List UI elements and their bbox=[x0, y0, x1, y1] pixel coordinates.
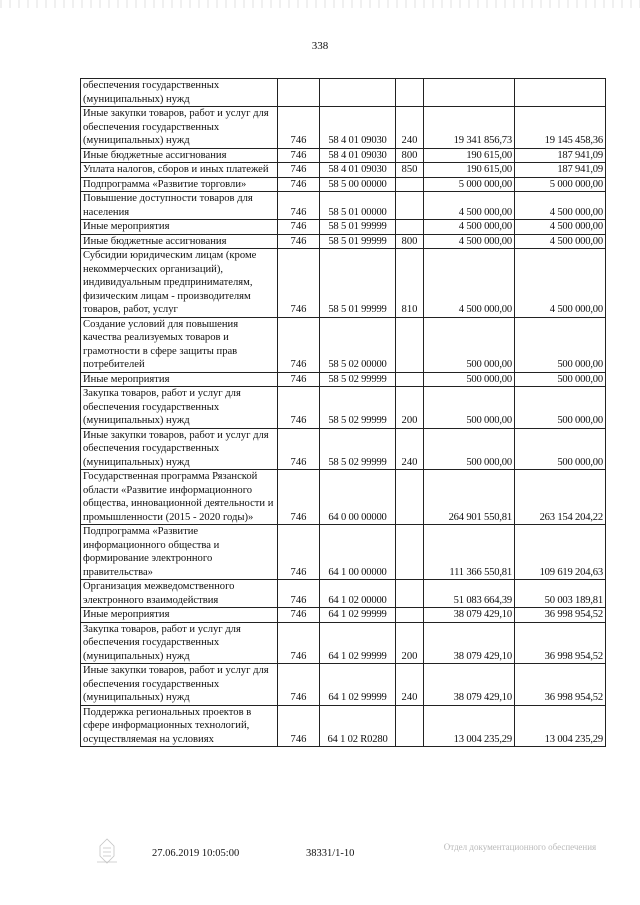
amount-2020: 36 998 954,52 bbox=[515, 664, 606, 706]
target-article-code: 58 4 01 09030 bbox=[320, 148, 396, 163]
amount-2019: 190 615,00 bbox=[424, 163, 515, 178]
amount-2019: 264 901 550,81 bbox=[424, 470, 515, 525]
ministry-code: 746 bbox=[278, 220, 320, 235]
amount-2020: 263 154 204,22 bbox=[515, 470, 606, 525]
ministry-code: 746 bbox=[278, 234, 320, 249]
amount-2020: 19 145 458,36 bbox=[515, 107, 606, 149]
ministry-code: 746 bbox=[278, 317, 320, 372]
row-name: Иные мероприятия bbox=[81, 220, 278, 235]
ministry-code: 746 bbox=[278, 580, 320, 608]
amount-2020: 4 500 000,00 bbox=[515, 192, 606, 220]
row-name: Создание условий для повышения качества реализуемых товаров и грамотности в сфере защиты прав потребителей bbox=[81, 317, 278, 372]
ministry-code: 746 bbox=[278, 622, 320, 664]
amount-2020: 500 000,00 bbox=[515, 317, 606, 372]
table-row bbox=[81, 177, 606, 192]
ministry-code: 746 bbox=[278, 249, 320, 318]
ministry-code: 746 bbox=[278, 148, 320, 163]
ministry-code: 746 bbox=[278, 664, 320, 706]
row-name: Поддержка региональных проектов в сфере информационных технологий, осуществляемая на условиях bbox=[81, 705, 278, 747]
footer-document-number: 38331/1-10 bbox=[306, 848, 355, 859]
target-article-code: 64 0 00 00000 bbox=[320, 470, 396, 525]
expense-type-code bbox=[396, 580, 424, 608]
amount-2020: 500 000,00 bbox=[515, 428, 606, 470]
target-article-code: 58 5 01 99999 bbox=[320, 220, 396, 235]
expense-type-code bbox=[396, 177, 424, 192]
expense-type-code: 240 bbox=[396, 107, 424, 149]
expense-type-code bbox=[396, 192, 424, 220]
amount-2020: 13 004 235,29 bbox=[515, 705, 606, 747]
expense-type-code bbox=[396, 705, 424, 747]
target-article-code: 64 1 02 99999 bbox=[320, 664, 396, 706]
target-article-code: 58 5 02 00000 bbox=[320, 317, 396, 372]
table-row bbox=[81, 664, 606, 706]
row-name: Подпрограмма «Развитие информационного общества и формирование электронного правительства» bbox=[81, 525, 278, 580]
table-row bbox=[81, 249, 606, 318]
ministry-code: 746 bbox=[278, 107, 320, 149]
amount-2019: 500 000,00 bbox=[424, 372, 515, 387]
amount-2019: 38 079 429,10 bbox=[424, 622, 515, 664]
target-article-code: 64 1 02 00000 bbox=[320, 580, 396, 608]
table-row bbox=[81, 608, 606, 623]
expense-type-code bbox=[396, 372, 424, 387]
amount-2019: 38 079 429,10 bbox=[424, 608, 515, 623]
row-name: Закупка товаров, работ и услуг для обеспечения государственных (муниципальных) нужд bbox=[81, 387, 278, 429]
amount-2019: 500 000,00 bbox=[424, 387, 515, 429]
ministry-code bbox=[278, 79, 320, 107]
row-name: Иные бюджетные ассигнования bbox=[81, 148, 278, 163]
expense-type-code bbox=[396, 608, 424, 623]
target-article-code: 58 5 02 99999 bbox=[320, 372, 396, 387]
amount-2020: 36 998 954,52 bbox=[515, 622, 606, 664]
expense-type-code bbox=[396, 470, 424, 525]
amount-2019: 4 500 000,00 bbox=[424, 234, 515, 249]
ministry-code: 746 bbox=[278, 705, 320, 747]
expense-type-code bbox=[396, 525, 424, 580]
amount-2020: 5 000 000,00 bbox=[515, 177, 606, 192]
amount-2019: 500 000,00 bbox=[424, 428, 515, 470]
footer-date: 27.06.2019 10:05:00 bbox=[152, 848, 240, 859]
amount-2019: 4 500 000,00 bbox=[424, 220, 515, 235]
amount-2020: 500 000,00 bbox=[515, 387, 606, 429]
amount-2020: 36 998 954,52 bbox=[515, 608, 606, 623]
target-article-code: 64 1 00 00000 bbox=[320, 525, 396, 580]
row-name: Государственная программа Рязанской области «Развитие информационного общества, инновационной деятельности и промышленности (2015 - 2020 годы)» bbox=[81, 470, 278, 525]
target-article-code: 58 5 01 99999 bbox=[320, 249, 396, 318]
row-name: Иные закупки товаров, работ и услуг для обеспечения государственных (муниципальных) нужд bbox=[81, 107, 278, 149]
expense-type-code: 800 bbox=[396, 234, 424, 249]
amount-2019: 13 004 235,29 bbox=[424, 705, 515, 747]
amount-2019: 4 500 000,00 bbox=[424, 192, 515, 220]
table-row bbox=[81, 192, 606, 220]
expense-type-code: 810 bbox=[396, 249, 424, 318]
target-article-code: 64 1 02 R0280 bbox=[320, 705, 396, 747]
amount-2020: 4 500 000,00 bbox=[515, 249, 606, 318]
expense-type-code: 240 bbox=[396, 664, 424, 706]
amount-2019: 19 341 856,73 bbox=[424, 107, 515, 149]
table-row bbox=[81, 372, 606, 387]
expense-type-code bbox=[396, 220, 424, 235]
expense-type-code: 850 bbox=[396, 163, 424, 178]
expense-type-code bbox=[396, 79, 424, 107]
ministry-code: 746 bbox=[278, 525, 320, 580]
department-stamp: Отдел документационного обеспечения bbox=[443, 842, 597, 852]
ministry-code: 746 bbox=[278, 428, 320, 470]
ministry-code: 746 bbox=[278, 163, 320, 178]
table-row bbox=[81, 148, 606, 163]
table-row bbox=[81, 470, 606, 525]
table-row bbox=[81, 525, 606, 580]
target-article-code: 58 5 02 99999 bbox=[320, 387, 396, 429]
table-row bbox=[81, 107, 606, 149]
row-name: Организация межведомственного электронного взаимодействия bbox=[81, 580, 278, 608]
budget-table-body bbox=[81, 79, 606, 747]
target-article-code: 58 5 00 00000 bbox=[320, 177, 396, 192]
amount-2020: 4 500 000,00 bbox=[515, 234, 606, 249]
table-row bbox=[81, 580, 606, 608]
ministry-code: 746 bbox=[278, 470, 320, 525]
row-name: обеспечения государственных (муниципальных) нужд bbox=[81, 79, 278, 107]
row-name: Иные мероприятия bbox=[81, 608, 278, 623]
row-name: Повышение доступности товаров для населения bbox=[81, 192, 278, 220]
table-row bbox=[81, 220, 606, 235]
amount-2020: 109 619 204,63 bbox=[515, 525, 606, 580]
ministry-code: 746 bbox=[278, 387, 320, 429]
table-row bbox=[81, 387, 606, 429]
amount-2019: 38 079 429,10 bbox=[424, 664, 515, 706]
ministry-code: 746 bbox=[278, 372, 320, 387]
row-name: Иные бюджетные ассигнования bbox=[81, 234, 278, 249]
table-row bbox=[81, 428, 606, 470]
amount-2020: 187 941,09 bbox=[515, 148, 606, 163]
target-article-code: 58 4 01 09030 bbox=[320, 107, 396, 149]
ministry-code: 746 bbox=[278, 608, 320, 623]
row-name: Субсидии юридическим лицам (кроме некоммерческих организаций), индивидуальным предпринимателям, физическим лицам - производителям товаров, работ, услуг bbox=[81, 249, 278, 318]
row-name: Уплата налогов, сборов и иных платежей bbox=[81, 163, 278, 178]
amount-2019: 111 366 550,81 bbox=[424, 525, 515, 580]
amount-2020 bbox=[515, 79, 606, 107]
expense-type-code: 200 bbox=[396, 622, 424, 664]
table-row bbox=[81, 163, 606, 178]
target-article-code: 58 5 02 99999 bbox=[320, 428, 396, 470]
target-article-code: 58 5 01 99999 bbox=[320, 234, 396, 249]
row-name: Иные закупки товаров, работ и услуг для обеспечения государственных (муниципальных) нужд bbox=[81, 664, 278, 706]
amount-2020: 187 941,09 bbox=[515, 163, 606, 178]
amount-2019: 5 000 000,00 bbox=[424, 177, 515, 192]
row-name: Закупка товаров, работ и услуг для обеспечения государственных (муниципальных) нужд bbox=[81, 622, 278, 664]
amount-2019 bbox=[424, 79, 515, 107]
target-article-code: 64 1 02 99999 bbox=[320, 608, 396, 623]
amount-2019: 4 500 000,00 bbox=[424, 249, 515, 318]
budget-table bbox=[80, 78, 606, 747]
expense-type-code: 240 bbox=[396, 428, 424, 470]
table-row bbox=[81, 622, 606, 664]
table-row bbox=[81, 234, 606, 249]
amount-2020: 50 003 189,81 bbox=[515, 580, 606, 608]
amount-2019: 51 083 664,39 bbox=[424, 580, 515, 608]
page-number: 338 bbox=[311, 40, 329, 52]
scan-edge-noise bbox=[0, 0, 640, 8]
target-article-code: 58 4 01 09030 bbox=[320, 163, 396, 178]
row-name: Подпрограмма «Развитие торговли» bbox=[81, 177, 278, 192]
target-article-code: 64 1 02 99999 bbox=[320, 622, 396, 664]
target-article-code: 58 5 01 00000 bbox=[320, 192, 396, 220]
expense-type-code: 800 bbox=[396, 148, 424, 163]
target-article-code bbox=[320, 79, 396, 107]
table-row bbox=[81, 79, 606, 107]
row-name: Иные мероприятия bbox=[81, 372, 278, 387]
row-name: Иные закупки товаров, работ и услуг для обеспечения государственных (муниципальных) нужд bbox=[81, 428, 278, 470]
ministry-code: 746 bbox=[278, 177, 320, 192]
amount-2020: 500 000,00 bbox=[515, 372, 606, 387]
table-row bbox=[81, 705, 606, 747]
amount-2019: 500 000,00 bbox=[424, 317, 515, 372]
table-row bbox=[81, 317, 606, 372]
amount-2019: 190 615,00 bbox=[424, 148, 515, 163]
ministry-code: 746 bbox=[278, 192, 320, 220]
amount-2020: 4 500 000,00 bbox=[515, 220, 606, 235]
emblem-stamp-icon bbox=[92, 836, 122, 866]
expense-type-code: 200 bbox=[396, 387, 424, 429]
expense-type-code bbox=[396, 317, 424, 372]
